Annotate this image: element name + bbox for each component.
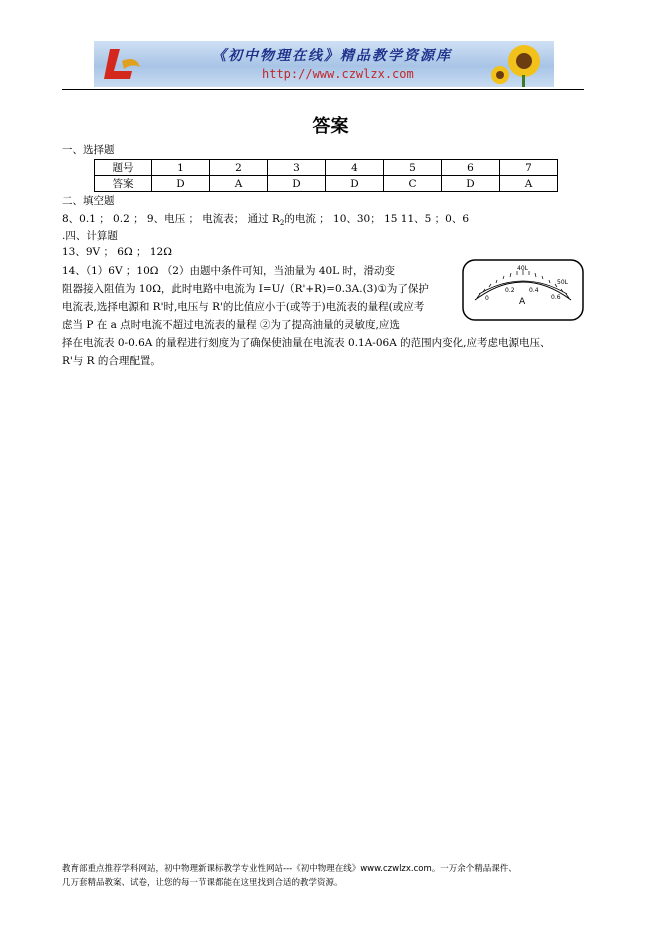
section-calc-label: .四、计算题 [62,230,118,242]
table-cell-answer: D [442,176,500,192]
calc-answer-13: 13、9V ； 6Ω ； 12Ω [62,246,172,258]
fill-answers-part2: 的电流 ； 10、30； 15 11、5 ；0、6 [284,213,470,225]
page-title: 答案 [312,116,349,137]
page-footer [62,862,517,890]
table-cell-answer: A [500,176,558,192]
fill-answers-line [62,213,469,230]
meter-scale-0-6: 0.6 [551,294,561,301]
table-cell-number: 1 [152,160,210,176]
fill-answers-part1: 8、0.1 ； 0.2 ； 9、电压 ； 电流表； 通过 R [62,213,280,225]
section-fill-label: 二、填空题 [62,195,115,207]
q14-line-4: 虑当 P 在 a 点时电流不超过电流表的量程 ②为了提高油量的灵敏度,应选 [62,319,400,331]
meter-scale-0-2: 0.2 [505,287,515,294]
table-cell-answer: C [384,176,442,192]
table-cell-answer: D [268,176,326,192]
table-cell-answer: D [152,176,210,192]
table-cell-number: 7 [500,160,558,176]
footer-line-1: 教育部重点推荐学科网站，初中物理新课标教学专业性网站---《初中物理在线》www.czwlzx.com。一万余个精品课件、 [62,864,517,874]
footer-line-2: 几万套精品教案、试卷，让您的每一节课都能在这里找到合适的教学资源。 [62,878,343,888]
banner-url[interactable]: http://www.czwlzx.com [262,67,414,81]
site-logo-icon [102,45,142,83]
ammeter-fuel-gauge [461,258,585,322]
table-header-answer: 答案 [95,176,152,192]
q14-line-6: R'与 R 的合理配置。 [62,355,161,367]
header-rule [62,89,584,90]
table-cell-number: 4 [326,160,384,176]
meter-label-50l: 50L [557,279,568,286]
meter-scale-0: 0 [485,295,489,302]
table-cell-answer: D [326,176,384,192]
table-cell-answer: A [210,176,268,192]
q14-line-5: 择在电流表 0-0.6A 的量程进行刻度为了确保使油量在电流表 0.1A-06A 的范围内变化,应考虑电源电压、 [62,337,551,349]
sunflower-icon [484,41,554,87]
meter-scale-0-4: 0.4 [529,287,539,294]
q14-line-3: 电流表,选择电源和 R'时,电压与 R'的比值应小于(或等于)电流表的量程(或应考 [62,301,425,313]
meter-unit: A [519,297,526,307]
q14-line-1: 14、（1）6V ；10Ω （2）由题中条件可知，当油量为 40L 时，滑动变 [62,265,395,277]
header-banner [94,41,554,87]
fill-answers-subscript: 2 [279,219,285,228]
q14-line-2: 阻器接入阻值为 10Ω，此时电路中电流为 I=U/（R'+R)=0.3A.(3)①为了保护 [62,283,429,295]
table-cell-number: 6 [442,160,500,176]
table-row-answers [95,176,558,192]
meter-label-40l: 40L [517,265,528,272]
section-choice-label: 一、选择题 [62,144,115,156]
answer-table [94,159,558,192]
table-cell-number: 3 [268,160,326,176]
table-cell-number: 5 [384,160,442,176]
table-cell-number: 2 [210,160,268,176]
banner-title: 《初中物理在线》精品教学资源库 [212,48,452,64]
table-header-number: 题号 [95,160,152,176]
table-row-numbers [95,160,558,176]
